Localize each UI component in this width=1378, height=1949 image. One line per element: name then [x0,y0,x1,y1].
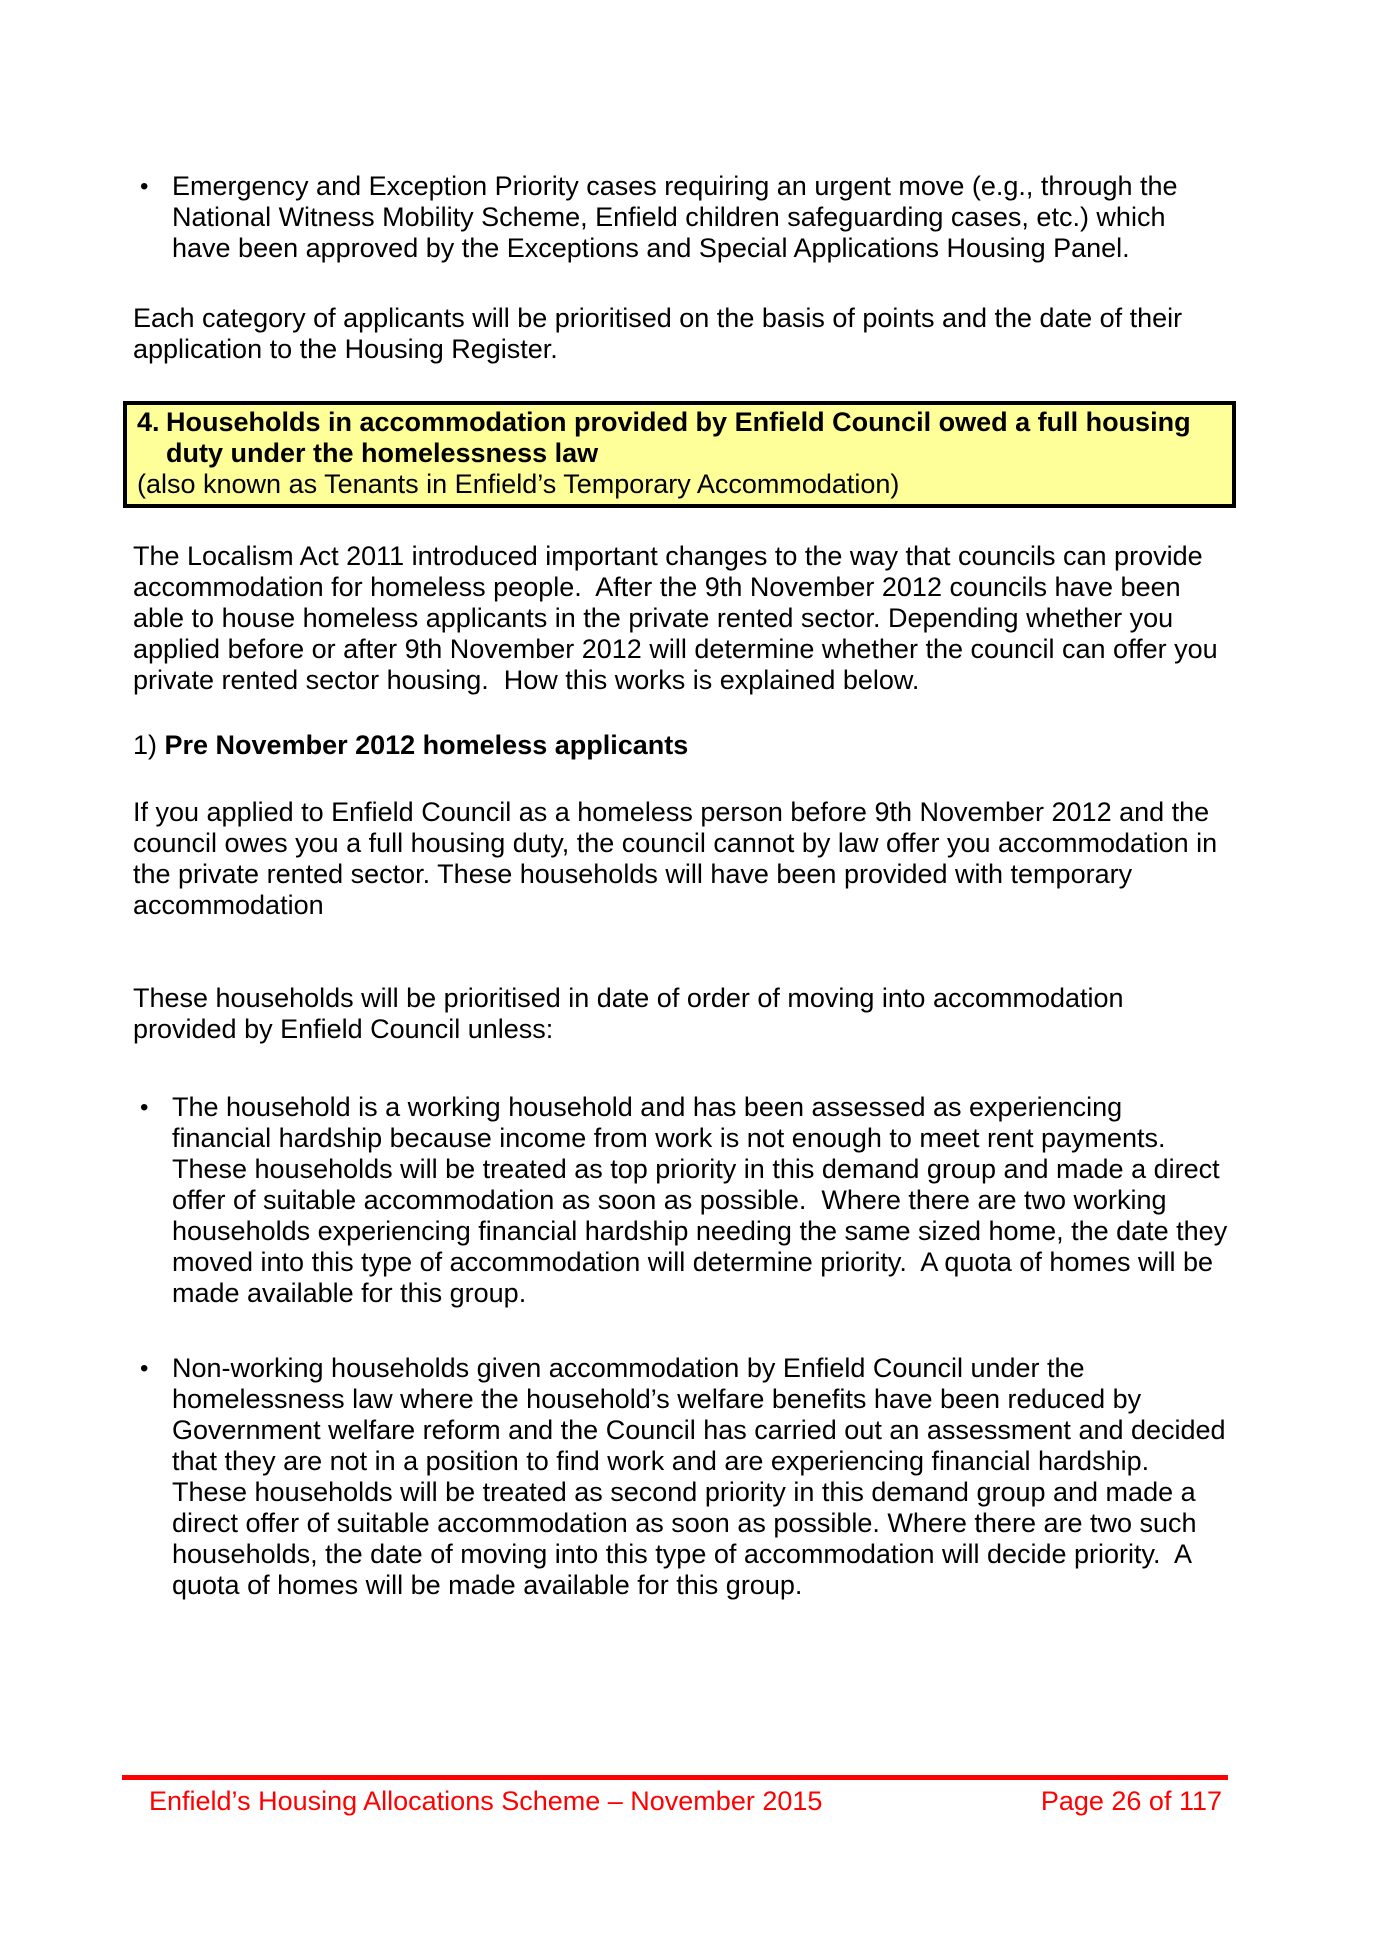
list-item [133,171,1228,264]
section-number: 4. [137,407,160,437]
subheading-prefix: 1) [133,730,165,760]
page-footer [122,1775,1228,1817]
intro-bullet-list [133,171,1228,264]
paragraph-prioritised: These households will be prioritised in date of order of moving into accommodation provided by Enfield Council unless: [133,983,1132,1044]
footer-page-number: Page 26 of 117 [1040,1786,1222,1816]
footer-text-row [122,1780,1228,1817]
working-household-bullet-text: The household is a working household and has been assessed as experiencing financial hardship because income from work is not enough to meet rent payments. These households will be treated as top priority in this demand group and made a direct offer of suitable accommodation as soon as possible. Where there are two working households experiencing financial hardship needing the same sized home, the date they moved into this type of accommodation will determine priority. A quota of homes will be made available for this group. [172,1092,1235,1308]
bullet-icon: • [140,173,149,200]
document-page [133,0,1235,1601]
list-item [133,1092,1235,1309]
footer-doc-title: Enfield’s Housing Allocations Scheme – November 2015 [149,1786,823,1816]
section-heading-title-row [137,407,1222,469]
bullet-icon: • [140,1094,149,1121]
paragraph-each-category: Each category of applicants will be prioritised on the basis of points and the date of their application to the Housing Register. [133,303,1190,364]
paragraph-localism-act: The Localism Act 2011 introduced important changes to the way that councils can provide accommodation for homeless people. After the 9th November 2012 councils have been able to house homeless applicants in the private rented sector. Depending whether you applied before or after 9th November 2012 will determine whether the council can offer you private rented sector housing. How this works is explained below. [133,541,1226,695]
subheading-pre-november [133,730,1228,761]
paragraph-if-applied: If you applied to Enfield Council as a homeless person before 9th November 2012 and the council owes you a full housing duty, the council cannot by law offer you accommodation in the private rented sector. These households will have been provided with temporary accommodation [133,797,1225,920]
section-subtitle: (also known as Tenants in Enfield’s Temporary Accommodation) [137,469,900,499]
priority-bullet-list [133,1092,1235,1601]
subheading-title: Pre November 2012 homeless applicants [164,730,689,760]
bullet-icon: • [140,1355,149,1382]
section-title: Households in accommodation provided by Enfield Council owed a full housing duty under the homelessness law [166,407,1199,468]
list-item [133,1353,1234,1601]
section-heading-box [123,401,1236,508]
non-working-household-bullet-text: Non-working households given accommodation by Enfield Council under the homelessness law where the household’s welfare benefits have been reduced by Government welfare reform and the Council has carried out an assessment and decided that they are not in a position to find work and are experiencing financial hardship. These households will be treated as second priority in this demand group and made a direct offer of suitable accommodation as soon as possible. Where there are two such households, the date of moving into this type of accommodation will decide priority. A quota of homes will be made available for this group. [172,1353,1234,1600]
intro-bullet-text: Emergency and Exception Priority cases requiring an urgent move (e.g., through the National Witness Mobility Scheme, Enfield children safeguarding cases, etc.) which have been approved by the Exceptions and Special Applications Housing Panel. [172,171,1186,263]
